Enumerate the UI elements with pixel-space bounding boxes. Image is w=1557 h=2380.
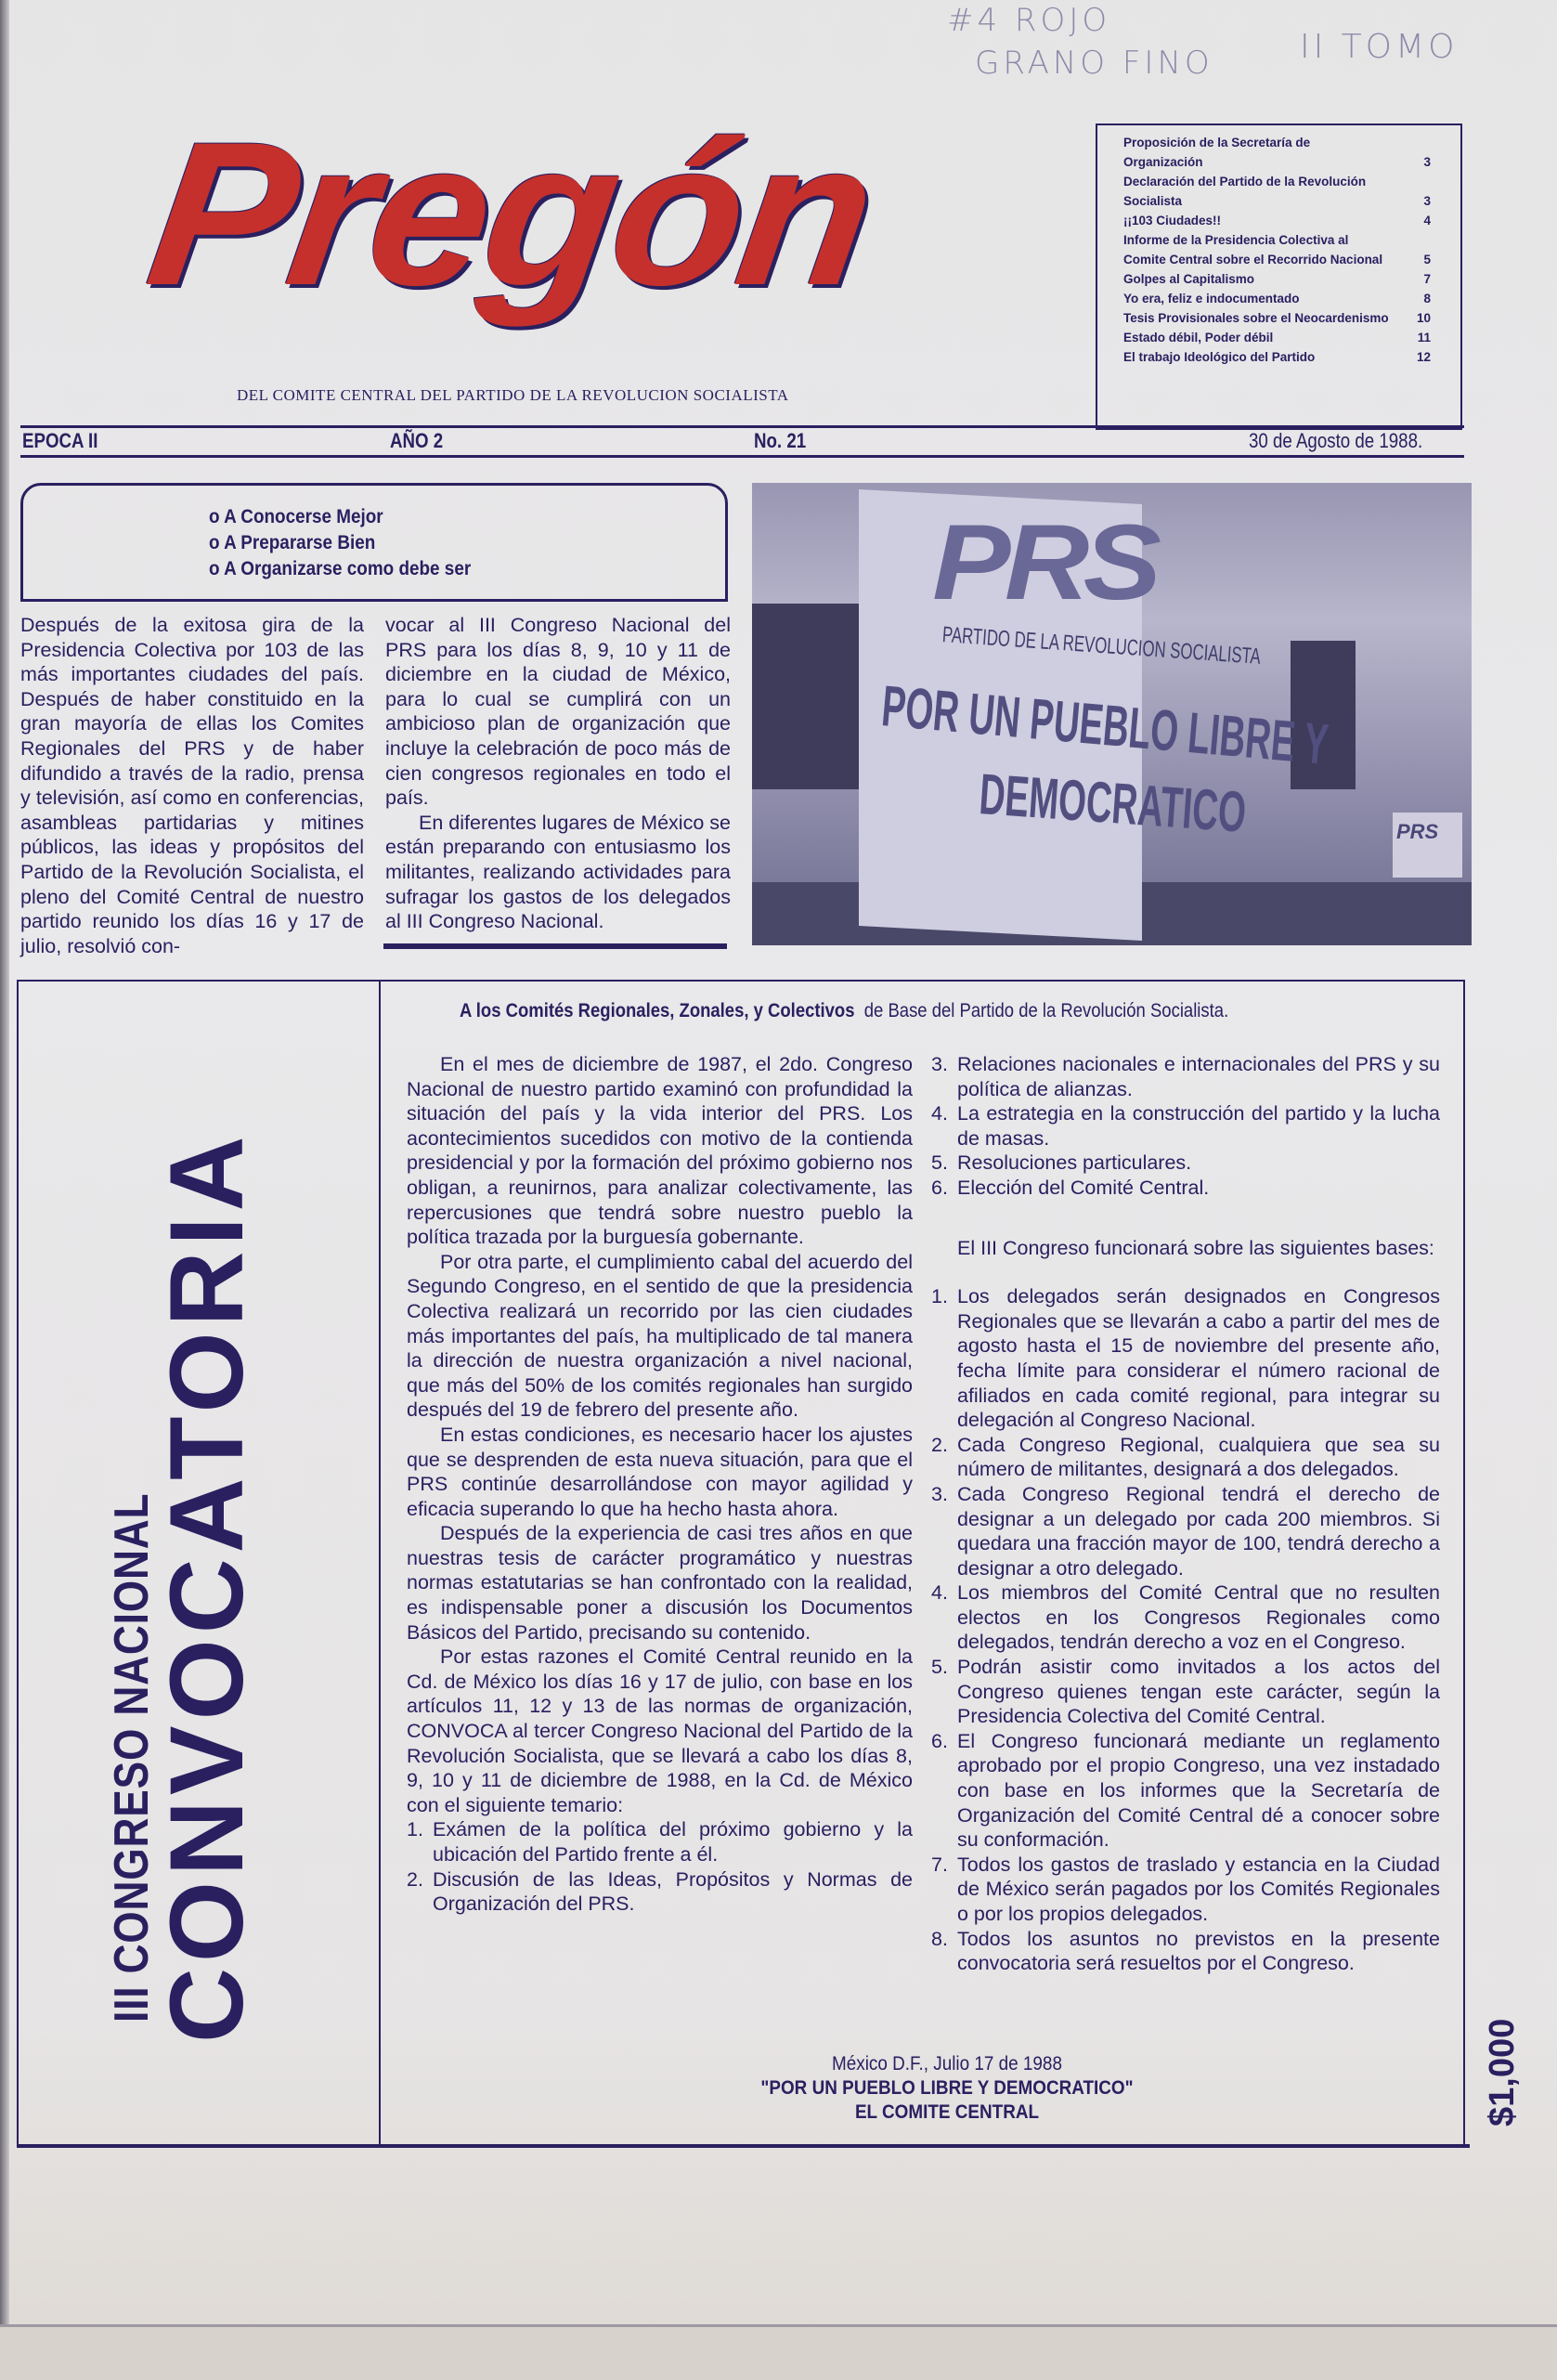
- temario-item-text: La estrategia en la construcción del partido y la lucha de masas.: [957, 1102, 1440, 1150]
- bases-item: [931, 1482, 1440, 1580]
- index-entry-title: Yo era, feliz e indocumentado: [1123, 292, 1300, 306]
- signoff-signer: EL COMITE CENTRAL: [854, 2101, 1040, 2123]
- convocatoria-greeting: [460, 1000, 1228, 1022]
- temario-item: [931, 1151, 1440, 1176]
- lead-article-col1: [20, 613, 364, 958]
- issue-rule-bottom: [20, 455, 1464, 458]
- index-entry-title: Golpes al Capitalismo: [1123, 272, 1255, 286]
- bases-item-number: 4.: [931, 1581, 948, 1605]
- handwritten-note-3: II TOMO: [1300, 28, 1459, 66]
- bases-list: [931, 1284, 1440, 1976]
- convocatoria-paragraph-4: Después de la experiencia de casi tres años en que nuestras tesis de carácter programático y nuestras normas estatutarias se han confrontado con la realidad, es indispensable poner a discusión los Documentos Básicos del Partido, precisando su contenido.: [407, 1522, 913, 1644]
- slogan-1: o A Conocerse Mejor: [209, 506, 383, 527]
- page-bottom-fold: [0, 2324, 1557, 2380]
- bases-item: [931, 1927, 1440, 1976]
- temario-item-text: Discusión de las Ideas, Propósitos y Normas de Organización del PRS.: [433, 1867, 913, 1916]
- index-entry-title: ¡¡103 Ciudades!!: [1123, 214, 1222, 228]
- slogan-2: o A Prepararse Bien: [209, 532, 376, 553]
- temario-item: [931, 1052, 1440, 1101]
- issue-date: 30 de Agosto de 1988.: [1249, 429, 1423, 452]
- index-entry-page: 4: [1423, 214, 1431, 228]
- index-entry-page: 3: [1423, 194, 1431, 208]
- photo-side-sign: PRS: [1393, 813, 1462, 878]
- issue-number: No. 21: [754, 429, 807, 452]
- temario-item-number: 3.: [931, 1053, 948, 1075]
- index-entry-title: Proposición de la Secretaría de Organización: [1123, 136, 1311, 169]
- index-entry: [1123, 328, 1449, 347]
- convocatoria-paragraph-1: En el mes de diciembre de 1987, el 2do. Congreso Nacional de nuestro partido examinó con profundidad la situación del país y la vida interior del PRS. Los acontecimientos sucedidos con motivo de la contienda presidencial y por la formación del próximo gobierno nos obligan, a reunirnos, para analizar colectivamente, las repercusiones que tendrá sobre nuestro pueblo la política trazada por la burguesía gobernante.: [407, 1053, 913, 1249]
- signoff-place-date: México D.F., Julio 17 de 1988: [832, 2053, 1062, 2074]
- bases-item: [931, 1284, 1440, 1433]
- index-entry: [1123, 230, 1449, 269]
- temario-item: [931, 1176, 1440, 1201]
- photo-banner-line2: DEMOCRATICO: [977, 762, 1249, 845]
- greeting-bold: A los Comités Regionales, Zonales, y Colectivos: [460, 1000, 855, 1021]
- index-entry: [1123, 289, 1449, 308]
- index-entry-title: Informe de la Presidencia Colectiva al Comite Central sobre el Recorrido Nacional: [1123, 233, 1383, 267]
- temario-item-number: 1.: [407, 1818, 423, 1841]
- lead-article-col2: [385, 613, 731, 934]
- issue-epoca: EPOCA II: [22, 429, 98, 452]
- bases-item-number: 8.: [931, 1927, 948, 1950]
- index-entry-page: 8: [1423, 292, 1431, 306]
- temario-item-number: 6.: [931, 1176, 948, 1199]
- temario-item: [407, 1867, 913, 1917]
- rally-banner-photo: [752, 483, 1472, 945]
- convocatoria-vertical-title: CONVOCATORIA: [149, 1130, 265, 2043]
- convocatoria-col-left: [407, 1052, 913, 1917]
- bases-item-number: 7.: [931, 1853, 948, 1876]
- index-entry-page: 3: [1423, 155, 1431, 169]
- temario-item: [407, 1817, 913, 1866]
- temario-item: [931, 1101, 1440, 1151]
- handwritten-note-2: GRANO FINO: [975, 45, 1213, 82]
- temario-item-text: Resoluciones particulares.: [957, 1151, 1192, 1175]
- lead-article-col1-text: Después de la exitosa gira de la Presidencia Colectiva por 103 de las más importantes ciudades del país. Después de haber constituido en la gran mayoría de ellas los Comites Regionales del PRS y de haber difundido a través de la radio, prensa y televisión, así como en conferencias, asambleas partidarias y mitines públicos, las ideas y propósitos del Partido de la Revolución Socialista, el pleno del Comité Central de nuestro partido reunido los días 16 y 17 de julio, resolvió con-: [20, 614, 364, 957]
- issue-anio: AÑO 2: [390, 429, 444, 452]
- greeting-rest: de Base del Partido de la Revolución Socialista.: [863, 1000, 1229, 1021]
- index-entry-page: 11: [1417, 331, 1431, 345]
- masthead-logo: Pregón: [136, 99, 885, 328]
- temario-item-number: 2.: [407, 1867, 423, 1891]
- bases-item-number: 3.: [931, 1482, 948, 1505]
- bases-item-number: 5.: [931, 1656, 948, 1679]
- index-entry-page: 7: [1423, 272, 1431, 286]
- index-entry-title: Estado débil, Poder débil: [1123, 331, 1274, 345]
- bases-item-number: 2.: [931, 1433, 948, 1456]
- issue-rule-top: [20, 425, 1464, 428]
- temario-list-part2: [931, 1052, 1440, 1201]
- bases-item: [931, 1853, 1440, 1927]
- convocatoria-vertical-small: III CONGRESO NACIONAL: [105, 1492, 159, 2022]
- index-entry: [1123, 347, 1449, 367]
- contents-index: [1096, 124, 1462, 430]
- convocatoria-col-right: [931, 1052, 1440, 1976]
- bases-item-text: Los miembros del Comité Central que no resulten electos en los Congresos Regionales como delegados, tendrán derecho a voz en el Congreso.: [957, 1581, 1440, 1654]
- bases-item-text: El Congreso funcionará mediante un reglamento aprobado por el propio Congreso, una vez instadado con base en los informes que la Secretaría de Organización del Comité Central dé a conocer sobre su conformación.: [957, 1729, 1440, 1852]
- bases-item-text: Todos los gastos de traslado y estancia en la Ciudad de México serán pagados por los Comités Regionales o por los propios delegados.: [957, 1853, 1440, 1925]
- convocatoria-frame-bottom: [17, 2144, 1470, 2148]
- index-entry: [1123, 269, 1449, 289]
- page-edge-shadow: [0, 0, 9, 2377]
- bases-item-number: 6.: [931, 1729, 948, 1752]
- temario-list-part1: [407, 1817, 913, 1916]
- index-entry-title: Declaración del Partido de la Revolución Socialista: [1123, 175, 1367, 208]
- bases-item-number: 1.: [931, 1285, 948, 1308]
- photo-banner-subtitle: PARTIDO DE LA REVOLUCION SOCIALISTA: [941, 622, 1262, 670]
- article-end-rule: [383, 943, 727, 949]
- bases-item-text: Los delegados serán designados en Congresos Regionales que se llevarán a cabo a partir del mes de agosto hasta el 15 de noviembre del presente año, fecha límite para considerar el número racional de afiliados en cada comité regional, para integrar su delegación al Congreso Nacional.: [957, 1285, 1440, 1432]
- photo-window-left: [752, 604, 859, 789]
- masthead-subtitle: DEL COMITE CENTRAL DEL PARTIDO DE LA REVOLUCION SOCIALISTA: [237, 386, 789, 404]
- photo-banner-logo: PRS: [932, 503, 1156, 622]
- bases-item-text: Podrán asistir como invitados a los actos del Congreso quienes tengan este carácter, según la Presidencia Colectiva del Comité Central.: [957, 1656, 1440, 1728]
- bases-item: [931, 1655, 1440, 1729]
- bases-item-text: Cada Congreso Regional, cualquiera que sea su número de militantes, designará a dos delegados.: [957, 1433, 1440, 1481]
- bases-item: [931, 1729, 1440, 1853]
- index-entry-page: 5: [1423, 253, 1431, 267]
- bases-item: [931, 1433, 1440, 1482]
- bases-item-text: Todos los asuntos no previstos en la presente convocatoria será resueltos por el Congreso.: [957, 1927, 1440, 1975]
- temario-item-text: Elección del Comité Central.: [957, 1176, 1210, 1199]
- index-entry-title: El trabajo Ideológico del Partido: [1123, 350, 1316, 364]
- temario-item-number: 5.: [931, 1151, 948, 1175]
- bases-item: [931, 1580, 1440, 1655]
- convocatoria-paragraph-3: En estas condiciones, es necesario hacer los ajustes que se desprenden de esta nueva situación, para que el PRS continúe desarrollándose con mayor agilidad y eficacia superando lo que ha hecho hasta ahora.: [407, 1423, 913, 1520]
- bases-item-text: Cada Congreso Regional tendrá el derecho de designar a un delegado por cada 200 miembros. Si quedara una fracción mayor de 100, tendrá derecho a designar a otro delegado.: [957, 1482, 1440, 1580]
- slogan-3: o A Organizarse como debe ser: [209, 558, 472, 579]
- photo-banner-line1: POR UN PUEBLO LIBRE Y: [878, 674, 1331, 777]
- index-entry: [1123, 308, 1449, 328]
- convocatoria-paragraph-2: Por otra parte, el cumplimiento cabal del acuerdo del Segundo Congreso, en el sentido de que la presidencia Colectiva realizará un recorrido por las cien ciudades más importantes del país, ha multiplicado de tal manera la dirección de nuestra organización a nivel nacional, que más del 50% de los comités regionales han surgido después del 19 de febrero del presente año.: [407, 1250, 913, 1422]
- cover-price: $1,000: [1483, 2018, 1522, 2126]
- convocatoria-frame-top: [17, 980, 1465, 982]
- lead-article-col2-p1: vocar al III Congreso Nacional del PRS para los días 8, 9, 10 y 11 de diciembre en la ciudad de México, para lo cual se cumplirá con un ambicioso plan de organización que incluye la celebración de poco más de cien congresos regionales en todo el país.: [385, 614, 731, 810]
- lead-article-col2-p2: En diferentes lugares de México se están preparando con entusiasmo los militantes, realizando actividades para sufragar los gastos de los delegados al III Congreso Nacional.: [385, 811, 731, 933]
- temario-item-text: Relaciones nacionales e internacionales del PRS y su política de alianzas.: [957, 1053, 1440, 1100]
- index-entry-page: 10: [1416, 311, 1431, 325]
- temario-item-text: Exámen de la política del próximo gobierno y la ubicación del Partido frente a él.: [433, 1818, 913, 1866]
- bases-intro: El III Congreso funcionará sobre las siguientes bases:: [957, 1236, 1434, 1259]
- signoff-motto: "POR UN PUEBLO LIBRE Y DEMOCRATICO": [760, 2077, 1134, 2099]
- index-entry: [1123, 211, 1449, 230]
- handwritten-note-1: #4 ROJO: [947, 2, 1111, 39]
- index-entry: [1123, 133, 1449, 172]
- index-entry: [1123, 172, 1449, 211]
- slogans-box: [20, 483, 728, 602]
- convocatoria-divider: [379, 980, 381, 2148]
- convocatoria-signoff: [713, 2052, 1181, 2125]
- convocatoria-paragraph-5: Por estas razones el Comité Central reunido en la Cd. de México los días 16 y 17 de julio, con base en los artículos 11, 12 y 13 de las normas de organización, CONVOCA al tercer Congreso Nacional del Partido de la Revolución Socialista, que se llevará a cabo los días 8, 9, 10 y 11 de diciembre de 1988, en la Cd. de México con el siguiente temario:: [407, 1645, 913, 1816]
- temario-item-number: 4.: [931, 1102, 948, 1125]
- index-entry-page: 12: [1416, 350, 1431, 364]
- index-entry-title: Tesis Provisionales sobre el Neocardenismo: [1123, 311, 1389, 325]
